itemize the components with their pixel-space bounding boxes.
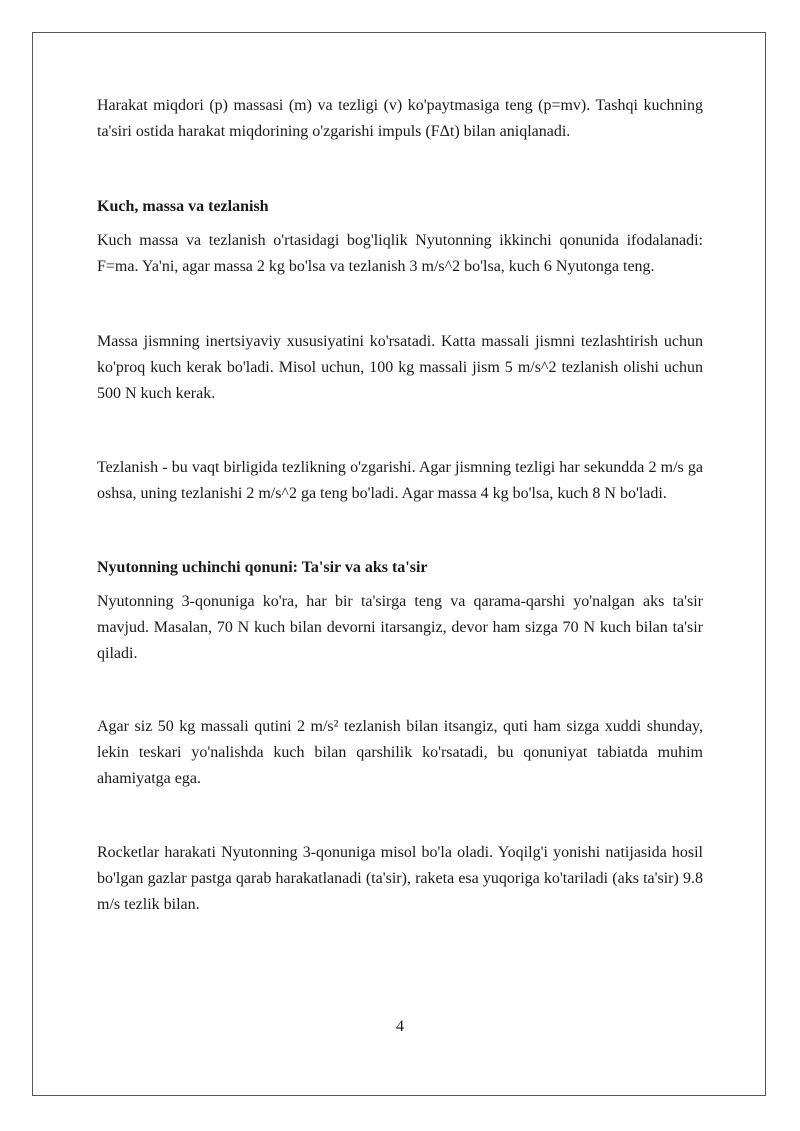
paragraph-second-law: Kuch massa va tezlanish o'rtasidagi bog'liqlik Nyutonning ikkinchi qonunida ifodalanadi: F=ma. Ya'ni, agar massa 2 kg bo'lsa va tezlanish 3 m/s^2 bo'lsa, kuch 6 Nyutonga teng. [97, 232, 703, 275]
document-body [97, 93, 703, 918]
paragraph-mass-inertia: Massa jismning inertsiyaviy xususiyatini ko'rsatadi. Katta massali jismni tezlashtirish uchun ko'proq kuch kerak bo'ladi. Misol uchun, 100 kg massali jism 5 m/s^2 tezlanish olishi uchun 500 N kuch kerak. [97, 333, 703, 402]
page-number: 4 [396, 1018, 404, 1035]
paragraph-momentum: Harakat miqdori (p) massasi (m) va tezligi (v) ko'paytmasiga teng (p=mv). Tashqi kuchning ta'siri ostida harakat miqdorining o'zgarishi impuls (FΔt) bilan aniqlanadi. [97, 97, 703, 140]
heading-force-mass-acceleration: Kuch, massa va tezlanish [97, 198, 269, 215]
paragraph-third-law: Nyutonning 3-qonuniga ko'ra, har bir ta'sirga teng va qarama-qarshi yo'nalgan aks ta'sir mavjud. Masalan, 70 N kuch bilan devorni itarsangiz, devor ham sizga 70 N kuch bilan ta'sir qiladi. [97, 593, 703, 662]
paragraph-acceleration: Tezlanish - bu vaqt birligida tezlikning o'zgarishi. Agar jismning tezligi har sekundda 2 m/s ga oshsa, uning tezlanishi 2 m/s^2 ga teng bo'ladi. Agar massa 4 kg bo'lsa, kuch 8 N bo'ladi. [97, 459, 703, 502]
paragraph-rockets: Rocketlar harakati Nyutonning 3-qonuniga misol bo'la oladi. Yoqilg'i yonishi natijasida hosil bo'lgan gazlar pastga qarab harakatlanadi (ta'sir), raketa esa yuqoriga ko'tariladi (aks ta'sir) 9.8 m/s tezlik bilan. [97, 844, 703, 913]
heading-third-law: Nyutonning uchinchi qonuni: Ta'sir va aks ta'sir [97, 559, 428, 576]
paragraph-box-push: Agar siz 50 kg massali qutini 2 m/s² tezlanish bilan itsangiz, quti ham sizga xuddi shunday, lekin teskari yo'nalishda kuch bilan qarshilik ko'rsatadi, bu qonuniyat tabiatda muhim ahamiyatga ega. [97, 718, 703, 787]
